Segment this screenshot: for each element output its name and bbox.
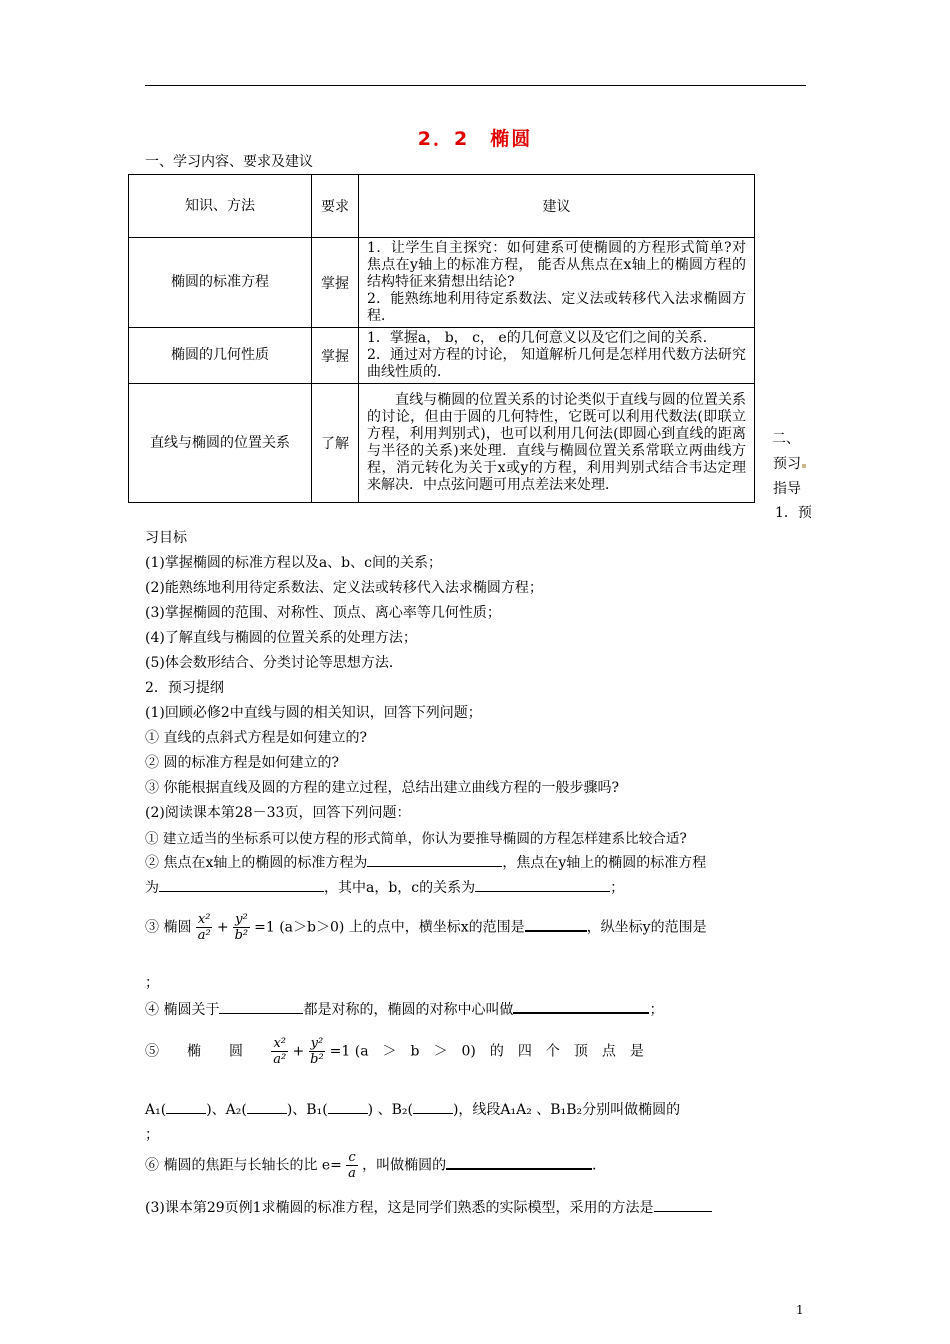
text-span: ④ 椭圆关于 <box>145 1002 220 1018</box>
text-span: =1 (a＞b＞0) 上的点中，横坐标x的范围是 <box>254 919 525 936</box>
header-requirement: 要求 <box>312 175 359 238</box>
text-span: =1 (a ＞ b ＞ 0) 的 四 个 顶 点 是 <box>329 1043 644 1060</box>
text-span: ，其中a，b，c的关系为 <box>324 880 476 896</box>
text-line: ② 圆的标准方程是如何建立的? <box>145 755 339 771</box>
row-advice: 1．让学生自主探究：如何建系可使椭圆的方程形式简单?对焦点在y轴上的标准方程， 能否从焦点在x轴上的椭圆方程的结构特征来猜想出结论? 2．能熟练地利用待定系数法、定义法或转移代入法求椭圆方程． <box>359 238 755 328</box>
text-span: ③ 椭圆 <box>145 919 192 936</box>
text-line: (5)体会数形结合、分类讨论等思想方法． <box>145 655 403 671</box>
text-line <box>145 852 706 872</box>
blank <box>219 999 303 1014</box>
table-row <box>129 328 755 384</box>
denominator: a² <box>197 928 211 943</box>
blank <box>413 1099 453 1114</box>
fraction <box>271 1036 288 1067</box>
text-span: ． <box>592 1157 607 1174</box>
text-line: (1)回顾必修2中直线与圆的相关知识，回答下列问题； <box>145 705 482 721</box>
text-line: 习目标 <box>145 530 187 546</box>
fraction <box>346 1150 357 1181</box>
fraction <box>233 912 250 943</box>
text-line: (3)掌握椭圆的范围、对称性、顶点、离心率等几何性质； <box>145 605 501 621</box>
side-text-span: 预习 <box>773 456 801 472</box>
row-topic: 椭圆的几何性质 <box>129 328 312 384</box>
numerator: c <box>348 1150 356 1165</box>
text-span: ② 焦点在x轴上的椭圆的标准方程为 <box>145 855 368 871</box>
text-line <box>145 998 663 1019</box>
denominator: a <box>348 1166 356 1181</box>
text-line: ； <box>145 975 159 991</box>
header-advice: 建议 <box>359 175 755 238</box>
header-rule <box>145 85 806 86</box>
text-span: ，叫做椭圆的 <box>362 1157 447 1174</box>
row-topic: 椭圆的标准方程 <box>129 238 312 328</box>
numerator: y² <box>310 1036 324 1051</box>
text-line: ③ 你能根据直线及圆的方程的建立过程，总结出建立曲线方程的一般步骤吗? <box>145 780 619 796</box>
text-line <box>145 1197 712 1217</box>
numerator: y² <box>235 912 248 927</box>
section-heading: 一、学习内容、要求及建议 <box>145 154 313 170</box>
text-span: )、A₂( <box>206 1102 247 1118</box>
text-span: ) 、B₂( <box>367 1102 413 1118</box>
text-line <box>145 912 707 943</box>
text-span: A₁( <box>145 1102 167 1118</box>
text-line: (2)阅读课本第28－33页，回答下列问题： <box>145 805 411 821</box>
blank <box>525 916 587 932</box>
blank <box>328 1099 368 1114</box>
table-row <box>129 384 755 503</box>
text-line <box>145 1150 606 1181</box>
blank <box>247 1099 287 1114</box>
mark-dot <box>802 464 806 468</box>
plus-sign: + <box>292 1043 305 1060</box>
text-span: )，线段A₁A₂ 、B₁B₂分别叫做椭圆的 <box>452 1102 681 1118</box>
text-line: ； <box>145 1127 159 1143</box>
denominator: a² <box>273 1052 287 1067</box>
text-line: 2．预习提纲 <box>145 680 224 696</box>
row-requirement: 掌握 <box>312 328 359 384</box>
knowledge-table <box>128 174 755 503</box>
side-text: 指导 <box>773 481 801 497</box>
text-span: ⑤ 椭 圆 <box>145 1043 243 1060</box>
blank <box>446 1154 592 1170</box>
text-span: (3)课本第29页例1求椭圆的标准方程，这是同学们熟悉的实际模型，采用的方法是 <box>145 1200 654 1216</box>
text-line: (2)能熟练地利用待定系数法、定义法或转移代入法求椭圆方程； <box>145 580 543 596</box>
text-span: ； <box>610 880 625 896</box>
text-line: ① 建立适当的坐标系可以使方程的形式简单，你认为要推导椭圆的方程怎样建系比较合适? <box>145 831 687 847</box>
text-span: ； <box>649 1002 664 1018</box>
blank <box>166 1099 206 1114</box>
header-topic: 知识、方法 <box>129 175 312 238</box>
blank <box>367 852 502 867</box>
denominator: b² <box>310 1052 324 1067</box>
text-span: ⑥ 椭圆的焦距与长轴长的比 e= <box>145 1157 342 1174</box>
page-number: 1 <box>796 1303 804 1317</box>
fraction <box>309 1036 326 1067</box>
blank <box>159 877 324 892</box>
blank <box>475 877 610 892</box>
text-line: (1)掌握椭圆的标准方程以及a、b、c间的关系； <box>145 555 442 571</box>
text-span: 都是对称的，椭圆的对称中心叫做 <box>303 1002 514 1018</box>
text-line <box>145 877 624 897</box>
side-text: 二、 <box>772 431 800 447</box>
row-topic: 直线与椭圆的位置关系 <box>129 384 312 503</box>
row-advice: 直线与椭圆的位置关系的讨论类似于直线与圆的位置关系的讨论，但由于圆的几何特性，它既可以利用代数法(即联立方程，利用判别式)，也可以利用几何法(即圆心到直线的距离与半径的关系)来处理．直线与椭圆位置关系常联立两曲线方程，消元转化为关于x或y的方程，利用判别式结合韦达定理来解决．中点弦问题可用点差法来处理． <box>359 384 755 503</box>
numerator: x² <box>273 1036 286 1051</box>
table-row <box>129 238 755 328</box>
text-span: 为 <box>145 880 159 896</box>
fraction <box>196 912 213 943</box>
text-line: (4)了解直线与椭圆的位置关系的处理方法； <box>145 630 417 646</box>
text-span: ，焦点在y轴上的椭圆的标准方程 <box>502 855 707 871</box>
side-text: 1．预 <box>775 505 812 521</box>
plus-sign: + <box>216 919 229 936</box>
blank <box>654 1197 712 1212</box>
row-advice: 1．掌握a， b， c， e的几何意义以及它们之间的关系． 2．通过对方程的讨论， 知道解析几何是怎样用代数方法研究曲线性质的． <box>359 328 755 384</box>
text-line <box>145 1036 644 1067</box>
page-title: 2．2 椭圆 <box>417 128 533 150</box>
text-line <box>145 1099 680 1119</box>
text-span: ，纵坐标y的范围是 <box>586 919 707 936</box>
row-requirement: 了解 <box>312 384 359 503</box>
denominator: b² <box>234 928 249 943</box>
numerator: x² <box>197 912 211 927</box>
table-header-row <box>129 175 755 238</box>
text-line: ① 直线的点斜式方程是如何建立的? <box>145 730 367 746</box>
text-span: )、B₁( <box>286 1102 328 1118</box>
side-text <box>773 453 806 473</box>
row-requirement: 掌握 <box>312 238 359 328</box>
blank <box>513 998 649 1014</box>
